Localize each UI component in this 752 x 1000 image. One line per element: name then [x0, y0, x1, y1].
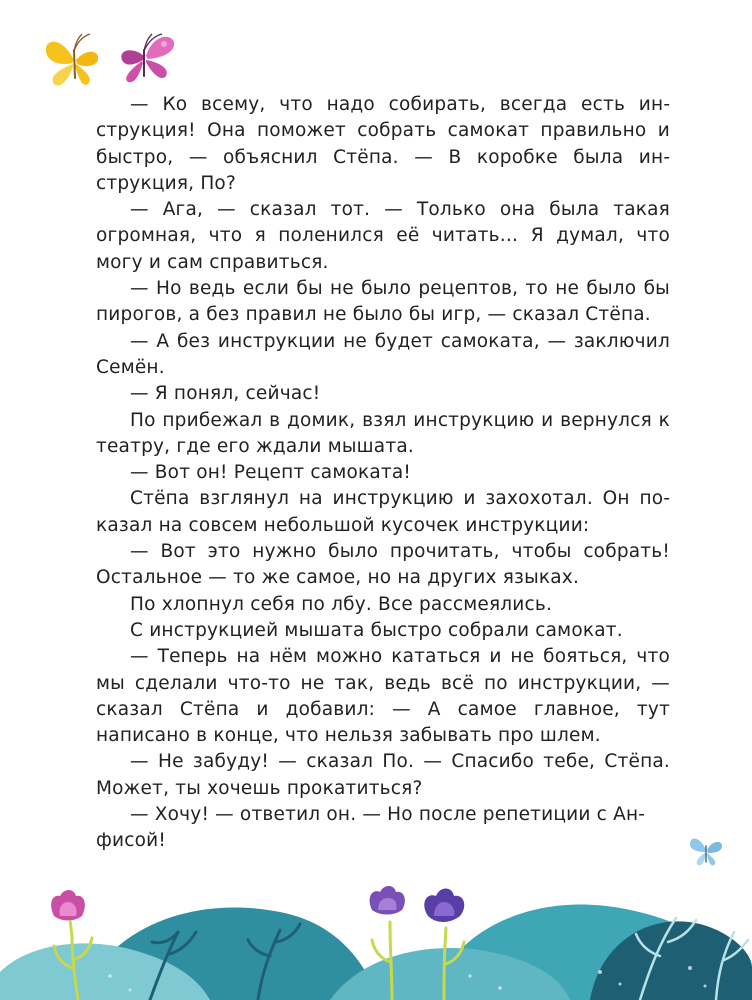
- butterfly-blue-icon: [686, 832, 726, 868]
- story-paragraph: — Ко всему, что надо собирать, всегда есть инструкция! Она поможет собрать самокат правильно и быстро, — объяснил Стёпа. — В коробке была инструкция, По?: [96, 94, 670, 194]
- story-paragraph: — Но ведь если бы не было рецептов, то не было бы пирогов, а без правил не было бы игр, — сказал Стёпа.: [96, 278, 670, 326]
- butterfly-yellow-icon: [40, 30, 106, 90]
- story-paragraph: По прибежал в домик, взял инструкцию и вернулся к театру, где его ждали мышата.: [96, 409, 670, 457]
- story-paragraph: — Я понял, сейчас!: [130, 383, 321, 405]
- story-paragraph: — А без инструкции не будет самоката, — заключил Семён.: [96, 330, 670, 378]
- story-paragraph: Стёпа взглянул на инструкцию и захохотал. Он показал на совсем небольшой кусочек инструкции:: [96, 488, 670, 536]
- story-paragraph: — Хочу! — ответил он. — Но после репетиции с Анфисой!: [96, 804, 645, 852]
- story-text: [96, 92, 670, 855]
- butterfly-pink-icon: [108, 28, 180, 86]
- story-paragraph: — Теперь на нём можно кататься и не бояться, что мы сделали что-то не так, ведь всё по инструкции, — сказал Стёпа и добавил: — А самое главное, тут написано в конце, что нельзя забывать про шлем.: [96, 646, 670, 747]
- story-paragraph: По хлопнул себя по лбу. Все рассмеялись.: [130, 593, 553, 615]
- meadow-illustration: [0, 872, 752, 1000]
- story-paragraph: С инструкцией мышата быстро собрали самокат.: [130, 619, 623, 641]
- story-paragraph: — Вот он! Рецепт самоката!: [130, 462, 412, 484]
- story-paragraph: — Вот это нужно было прочитать, чтобы собрать! Остальное — то же самое, но на других языках.: [96, 541, 670, 589]
- story-paragraph: — Не забуду! — сказал По. — Спасибо тебе, Стёпа. Может, ты хочешь прокатиться?: [96, 751, 670, 799]
- story-paragraph: — Ага, — сказал тот. — Только она была такая огромная, что я поленился её читать… Я думал, что могу и сам справиться.: [96, 199, 670, 273]
